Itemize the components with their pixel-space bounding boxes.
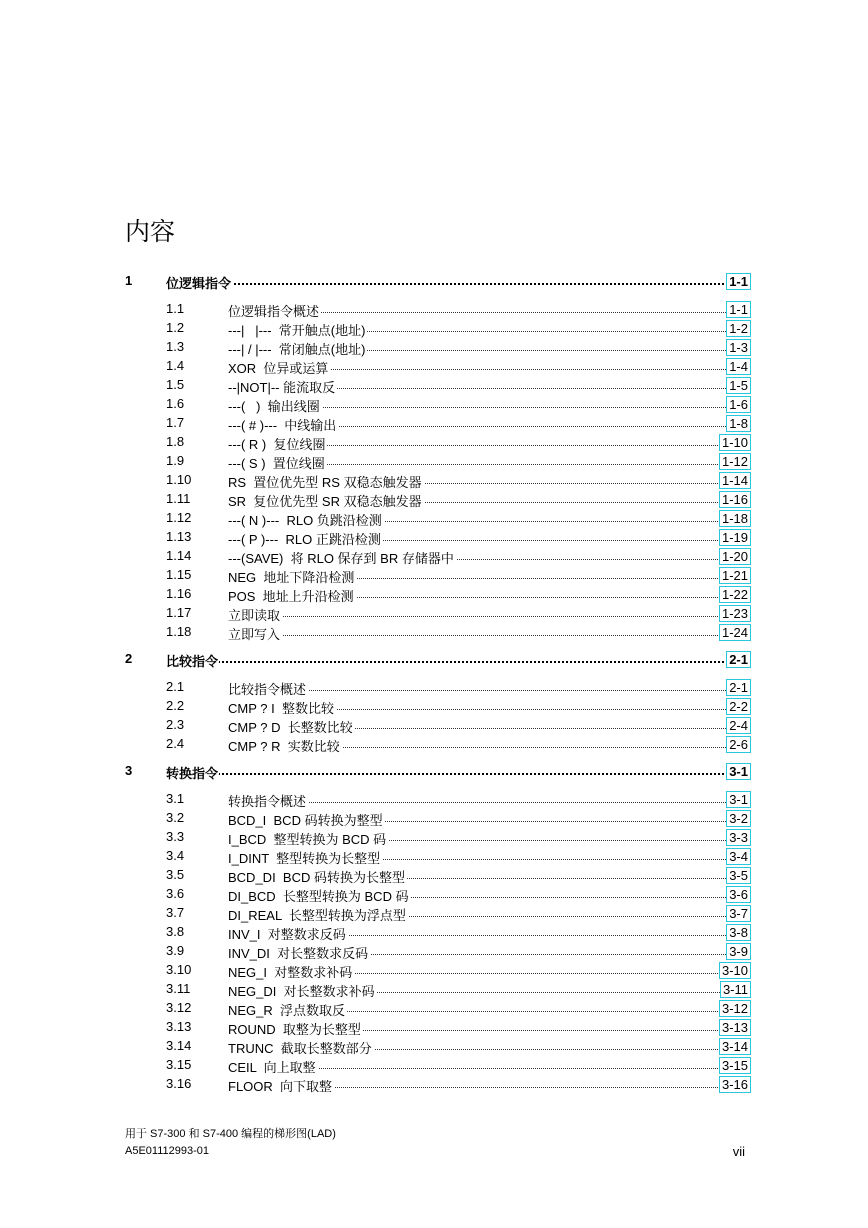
- footer-page-number: vii: [732, 1144, 745, 1159]
- entry-page-link[interactable]: 1-6: [726, 396, 751, 413]
- entry-title: FLOOR 向下取整: [228, 1076, 334, 1095]
- entry-title: ---( P )--- RLO 正跳沿检测: [228, 529, 383, 548]
- dot-leader: [166, 661, 736, 663]
- toc-entry: [0, 528, 868, 547]
- entry-title: XOR 位异或运算: [228, 358, 330, 377]
- entry-number: 1.10: [166, 472, 192, 487]
- entry-page-link[interactable]: 3-11: [720, 981, 751, 998]
- entry-page-link[interactable]: 1-8: [726, 415, 751, 432]
- entry-page-link[interactable]: 1-2: [726, 320, 751, 337]
- toc-chapter: [0, 650, 868, 669]
- entry-number: 3.7: [166, 905, 185, 920]
- entry-page-link[interactable]: 3-16: [719, 1076, 751, 1093]
- toc-entry: [0, 452, 868, 471]
- entry-number: 1.12: [166, 510, 192, 525]
- entry-title: ---( # )--- 中线输出: [228, 415, 338, 434]
- chapter-title: 位逻辑指令: [166, 273, 232, 292]
- entry-number: 1.6: [166, 396, 185, 411]
- entry-number: 1.7: [166, 415, 185, 430]
- entry-title: DI_BCD 长整型转换为 BCD 码: [228, 886, 411, 905]
- entry-number: 2.4: [166, 736, 185, 751]
- entry-number: 1.4: [166, 358, 185, 373]
- entry-title: INV_DI 对长整数求反码: [228, 943, 370, 962]
- entry-page-link[interactable]: 3-8: [726, 924, 751, 941]
- entry-number: 1.9: [166, 453, 185, 468]
- footer-document-id: A5E01112993-01: [125, 1145, 209, 1157]
- toc-entry: [0, 809, 868, 828]
- section-gap: [0, 642, 868, 650]
- toc-entry: [0, 999, 868, 1018]
- entry-page-link[interactable]: 1-23: [719, 605, 751, 622]
- chapter-page-link[interactable]: 3-1: [726, 763, 751, 780]
- entry-page-link[interactable]: 3-6: [726, 886, 751, 903]
- entry-page-link[interactable]: 3-4: [726, 848, 751, 865]
- entry-page-link[interactable]: 3-2: [726, 810, 751, 827]
- toc-entry: [0, 509, 868, 528]
- entry-number: 3.3: [166, 829, 185, 844]
- entry-number: 1.5: [166, 377, 185, 392]
- entry-page-link[interactable]: 1-20: [719, 548, 751, 565]
- entry-title: 比较指令概述: [228, 679, 308, 698]
- entry-page-link[interactable]: 1-16: [719, 491, 751, 508]
- entry-number: 3.13: [166, 1019, 192, 1034]
- toc-entry: [0, 1075, 868, 1094]
- entry-title: DI_REAL 长整型转换为浮点型: [228, 905, 408, 924]
- entry-title: BCD_I BCD 码转换为整型: [228, 810, 385, 829]
- toc-entry: [0, 566, 868, 585]
- entry-title: ---( N )--- RLO 负跳沿检测: [228, 510, 384, 529]
- entry-number: 3.6: [166, 886, 185, 901]
- entry-title: INV_I 对整数求反码: [228, 924, 348, 943]
- toc-chapter: [0, 272, 868, 291]
- entry-page-link[interactable]: 1-21: [719, 567, 751, 584]
- entry-page-link[interactable]: 1-18: [719, 510, 751, 527]
- entry-number: 3.14: [166, 1038, 192, 1053]
- entry-page-link[interactable]: 2-1: [726, 679, 751, 696]
- entry-title: BCD_DI BCD 码转换为长整型: [228, 867, 407, 886]
- entry-page-link[interactable]: 3-1: [726, 791, 751, 808]
- entry-title: 转换指令概述: [228, 791, 308, 810]
- toc-entry: [0, 1056, 868, 1075]
- entry-number: 1.17: [166, 605, 192, 620]
- entry-title: ---( S ) 置位线圈: [228, 453, 327, 472]
- entry-number: 1.1: [166, 301, 185, 316]
- entry-page-link[interactable]: 1-3: [726, 339, 751, 356]
- dot-leader: [166, 773, 736, 775]
- toc-entry: [0, 904, 868, 923]
- toc-entry: [0, 547, 868, 566]
- entry-page-link[interactable]: 1-5: [726, 377, 751, 394]
- entry-page-link[interactable]: 1-24: [719, 624, 751, 641]
- toc-entry: [0, 623, 868, 642]
- dot-leader: [228, 635, 736, 636]
- entry-number: 1.11: [166, 491, 191, 506]
- chapter-title: 转换指令: [166, 763, 219, 782]
- entry-title: CEIL 向上取整: [228, 1057, 318, 1076]
- toc-entry: [0, 338, 868, 357]
- entry-title: 立即写入: [228, 624, 282, 643]
- dot-leader: [166, 283, 736, 285]
- entry-number: 1.16: [166, 586, 192, 601]
- table-of-contents: [0, 272, 868, 1102]
- toc-entry: [0, 604, 868, 623]
- toc-entry: [0, 866, 868, 885]
- entry-page-link[interactable]: 3-14: [719, 1038, 751, 1055]
- toc-entry: [0, 490, 868, 509]
- entry-title: SR 复位优先型 SR 双稳态触发器: [228, 491, 424, 510]
- entry-title: NEG_I 对整数求补码: [228, 962, 354, 981]
- entry-number: 1.15: [166, 567, 192, 582]
- entry-number: 3.12: [166, 1000, 192, 1015]
- toc-entry: [0, 885, 868, 904]
- chapter-page-link[interactable]: 2-1: [726, 651, 751, 668]
- entry-page-link[interactable]: 3-3: [726, 829, 751, 846]
- toc-entry: [0, 319, 868, 338]
- entry-number: 3.2: [166, 810, 185, 825]
- entry-number: 3.5: [166, 867, 185, 882]
- toc-entry: [0, 376, 868, 395]
- entry-page-link[interactable]: 1-1: [726, 301, 751, 318]
- entry-title: 位逻辑指令概述: [228, 301, 321, 320]
- toc-entry: [0, 790, 868, 809]
- entry-number: 1.13: [166, 529, 192, 544]
- chapter-page-link[interactable]: 1-1: [726, 273, 751, 290]
- toc-entry: [0, 828, 868, 847]
- entry-title: ---( R ) 复位线圈: [228, 434, 327, 453]
- entry-title: ---| |--- 常开触点(地址): [228, 320, 367, 339]
- entry-number: 3.1: [166, 791, 185, 806]
- chapter-number: 3: [125, 763, 133, 778]
- entry-number: 2.1: [166, 679, 185, 694]
- entry-number: 3.11: [166, 981, 191, 996]
- entry-page-link[interactable]: 1-22: [719, 586, 751, 603]
- chapter-title: 比较指令: [166, 651, 219, 670]
- entry-title: CMP ? D 长整数比较: [228, 717, 355, 736]
- toc-entry: [0, 395, 868, 414]
- entry-page-link[interactable]: 3-7: [726, 905, 751, 922]
- toc-entry: [0, 923, 868, 942]
- entry-number: 3.8: [166, 924, 185, 939]
- entry-title: I_DINT 整型转换为长整型: [228, 848, 382, 867]
- entry-page-link[interactable]: 3-15: [719, 1057, 751, 1074]
- entry-page-link[interactable]: 2-2: [726, 698, 751, 715]
- entry-page-link[interactable]: 3-9: [726, 943, 751, 960]
- entry-title: POS 地址上升沿检测: [228, 586, 356, 605]
- toc-entry: [0, 735, 868, 754]
- entry-number: 3.9: [166, 943, 185, 958]
- toc-entry: [0, 697, 868, 716]
- page-title: 内容: [125, 217, 176, 246]
- page-footer: [125, 1126, 745, 1160]
- entry-page-link[interactable]: 1-14: [719, 472, 751, 489]
- section-gap: [0, 754, 868, 762]
- toc-entry: [0, 847, 868, 866]
- dot-leader: [228, 616, 736, 617]
- entry-title: CMP ? R 实数比较: [228, 736, 342, 755]
- entry-page-link[interactable]: 1-19: [719, 529, 751, 546]
- entry-title: CMP ? I 整数比较: [228, 698, 336, 717]
- entry-title: I_BCD 整型转换为 BCD 码: [228, 829, 388, 848]
- entry-title: 立即读取: [228, 605, 282, 624]
- entry-number: 3.16: [166, 1076, 192, 1091]
- toc-entry: [0, 942, 868, 961]
- entry-page-link[interactable]: 3-10: [719, 962, 751, 979]
- toc-entry: [0, 980, 868, 999]
- toc-entry: [0, 471, 868, 490]
- entry-number: 2.3: [166, 717, 185, 732]
- entry-title: ROUND 取整为长整型: [228, 1019, 363, 1038]
- entry-title: ---| / |--- 常闭触点(地址): [228, 339, 367, 358]
- chapter-number: 1: [125, 273, 133, 288]
- toc-entry: [0, 357, 868, 376]
- entry-page-link[interactable]: 3-5: [726, 867, 751, 884]
- toc-entry: [0, 300, 868, 319]
- toc-entry: [0, 585, 868, 604]
- toc-entry: [0, 716, 868, 735]
- entry-title: ---(SAVE) 将 RLO 保存到 BR 存储器中: [228, 548, 456, 567]
- entry-number: 3.15: [166, 1057, 192, 1072]
- section-gap: [0, 1094, 868, 1102]
- entry-title: NEG_DI 对长整数求补码: [228, 981, 377, 1000]
- entry-number: 3.4: [166, 848, 185, 863]
- entry-title: --|NOT|-- 能流取反: [228, 377, 337, 396]
- entry-title: TRUNC 截取长整数部分: [228, 1038, 374, 1057]
- entry-page-link[interactable]: 3-12: [719, 1000, 751, 1017]
- entry-page-link[interactable]: 1-10: [719, 434, 751, 451]
- entry-number: 1.8: [166, 434, 185, 449]
- toc-entry: [0, 414, 868, 433]
- entry-page-link[interactable]: 2-4: [726, 717, 751, 734]
- entry-page-link[interactable]: 1-4: [726, 358, 751, 375]
- entry-number: 1.18: [166, 624, 192, 639]
- chapter-number: 2: [125, 651, 133, 666]
- entry-title: NEG_R 浮点数取反: [228, 1000, 347, 1019]
- entry-number: 1.14: [166, 548, 192, 563]
- entry-page-link[interactable]: 1-12: [719, 453, 751, 470]
- entry-page-link[interactable]: 2-6: [726, 736, 751, 753]
- entry-title: ---( ) 输出线圈: [228, 396, 322, 415]
- footer-manual-title: 用于 S7-300 和 S7-400 编程的梯形图(LAD): [125, 1128, 336, 1140]
- toc-entry: [0, 678, 868, 697]
- entry-number: 1.2: [166, 320, 185, 335]
- entry-number: 2.2: [166, 698, 185, 713]
- entry-page-link[interactable]: 3-13: [719, 1019, 751, 1036]
- entry-number: 1.3: [166, 339, 185, 354]
- toc-entry: [0, 1018, 868, 1037]
- entry-title: NEG 地址下降沿检测: [228, 567, 356, 586]
- toc-chapter: [0, 762, 868, 781]
- entry-title: RS 置位优先型 RS 双稳态触发器: [228, 472, 424, 491]
- toc-entry: [0, 433, 868, 452]
- toc-entry: [0, 1037, 868, 1056]
- toc-entry: [0, 961, 868, 980]
- entry-number: 3.10: [166, 962, 192, 977]
